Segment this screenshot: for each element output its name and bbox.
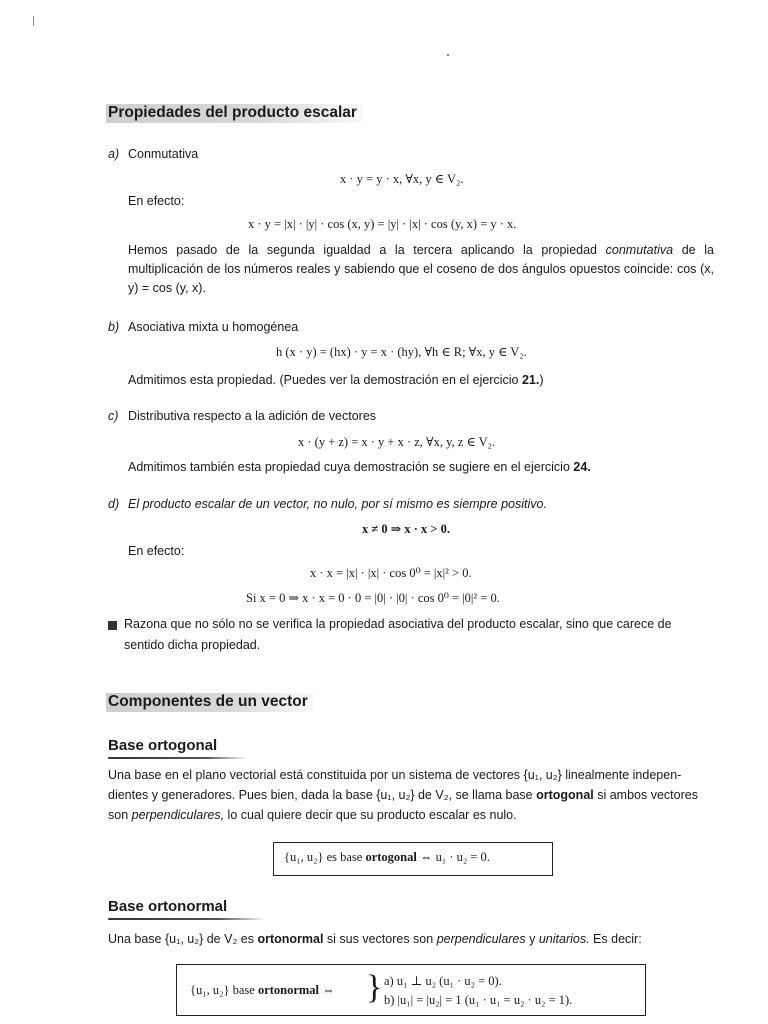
item-a-explain-italic: conmutativa (605, 243, 674, 257)
ortogonal-box-part1: {u₁, u₂} es base (284, 850, 366, 864)
ortonormal-p1-part7: Es decir: (589, 932, 642, 946)
item-a-explain-part1: Hemos pasado de la segunda igualdad a la tercera aplicando la propiedad (128, 243, 606, 257)
ortogonal-p3-italic: perpendiculares, (131, 808, 225, 822)
item-c-note-part1: Admitimos también esta propiedad cuya demostración se sugiere en el ejercicio (128, 460, 574, 474)
ortonormal-box-line-a: a) u₁ ⊥ u₂ (u₁ · u₂ = 0). (384, 974, 502, 988)
item-b-formula: h (x · y) = (hx) · y = x · (hy), ∀h ∈ R; ∀x, y ∈ V₂. (276, 345, 527, 359)
section-title-componentes: Componentes de un vector (106, 693, 314, 712)
ortogonal-p2-bold: ortogonal (536, 788, 594, 802)
item-d-formula: x ≠ 0 ⇒ x · x > 0. (362, 522, 451, 536)
item-c-label: c) (108, 409, 119, 423)
ortogonal-p3-part3: lo cual quiere decir que su producto escalar es nulo. (224, 808, 517, 822)
title-underline (108, 757, 248, 759)
ortogonal-p2-part3: si ambos vectores (593, 788, 698, 802)
item-c-formula: x · (y + z) = x · y + x · z, ∀x, y, z ∈ V₂. (298, 435, 496, 449)
razona-line-2: sentido dicha propiedad. (124, 638, 261, 652)
ortonormal-p1-part5: y (525, 932, 539, 946)
scan-speck (447, 54, 449, 56)
ortonormal-box-line-b: b) |u₁| = |u₂| = 1 (u₁ · u₁ = u₂ · u₂ = 1). (384, 993, 573, 1007)
exercise-square-icon (108, 621, 117, 630)
item-c-note (128, 460, 591, 474)
item-b-note-part1: Admitimos esta propiedad. (Puedes ver la demostración en el ejercicio (128, 373, 522, 387)
ortogonal-para-line-1: Una base en el plano vectorial está constituida por un sistema de vectores {u₁, u₂} linealmente indepen- (108, 768, 682, 782)
subsection-title-base-ortogonal: Base ortogonal (108, 737, 218, 754)
item-d-proof-1: x · x = |x| · |x| · cos 0⁰ = |x|² > 0. (310, 566, 472, 580)
brace-icon: } (366, 969, 383, 1006)
item-b-note (128, 373, 544, 387)
ortonormal-box-bold: ortonormal (257, 983, 320, 997)
item-d-proof-2: Si x = 0 ⇒ x · x = 0 · 0 = |0| · |0| · cos 0⁰ = |0|² = 0. (246, 591, 500, 605)
item-a-label: a) (108, 147, 120, 161)
item-c-title: Distributiva respecto a la adición de vectores (128, 409, 377, 423)
ortonormal-p1-italic2: unitarios. (538, 932, 590, 946)
item-a-formula: x · y = y · x, ∀x, y ∈ V₂. (340, 172, 464, 186)
razona-line-1: Razona que no sólo no se verifica la propiedad asociativa del producto escalar, sino que carece de (124, 617, 672, 631)
ortonormal-box-iff: ⇔ (319, 983, 335, 997)
item-a-explain-part2: de la multiplicación de los números reales y sabiendo que el coseno de dos ángulos opuestos coincide: cos (x, y) = cos (y, x). (128, 243, 714, 295)
section-title-propiedades: Propiedades del producto escalar (106, 104, 363, 123)
title-underline (108, 918, 266, 920)
ortogonal-box-bold: ortogonal (365, 850, 417, 864)
ortonormal-box-left (190, 983, 335, 998)
ortonormal-p1-italic1: perpendiculares (436, 932, 526, 946)
item-b-label: b) (108, 320, 120, 334)
ortogonal-para-line-2 (108, 788, 698, 802)
scan-speck (33, 16, 34, 26)
item-b-exercise-number: 21. (521, 373, 540, 387)
item-a-proof: x · y = |x| · |y| · cos (x, y) = |y| · |x| · cos (y, x) = y · x. (248, 217, 517, 231)
ortonormal-box-part1: {u₁, u₂} base (190, 983, 258, 997)
ortonormal-p1-bold: ortonormal (257, 932, 324, 946)
ortogonal-p2-part1: dientes y generadores. Pues bien, dada la base {u₁, u₂} de V₂, se llama base (108, 788, 537, 802)
ortonormal-p1-part3: si sus vectores son (323, 932, 437, 946)
subsection-title-base-ortonormal: Base ortonormal (108, 898, 228, 915)
ortonormal-p1-part1: Una base {u₁, u₂} de V₂ es (108, 932, 258, 946)
item-c-exercise-number: 24. (573, 460, 591, 474)
ortogonal-box-part3: ⇔ u₁ · u₂ = 0. (416, 850, 490, 864)
item-b-note-part2: ) (539, 373, 544, 387)
ortogonal-para-line-3 (108, 808, 517, 822)
item-d-label: d) (108, 497, 120, 511)
item-a-en-efecto: En efecto: (128, 194, 185, 208)
item-b-title: Asociativa mixta u homogénea (128, 320, 299, 334)
ortogonal-p3-part1: son (108, 808, 132, 822)
item-d-en-efecto: En efecto: (128, 544, 185, 558)
ortogonal-box-formula (284, 850, 490, 865)
item-d-title: El producto escalar de un vector, no nulo, por sí mismo es siempre positivo. (128, 497, 547, 511)
ortonormal-para-line-1 (108, 932, 642, 946)
item-a-title: Conmutativa (128, 147, 199, 161)
item-a-explanation (128, 241, 714, 298)
